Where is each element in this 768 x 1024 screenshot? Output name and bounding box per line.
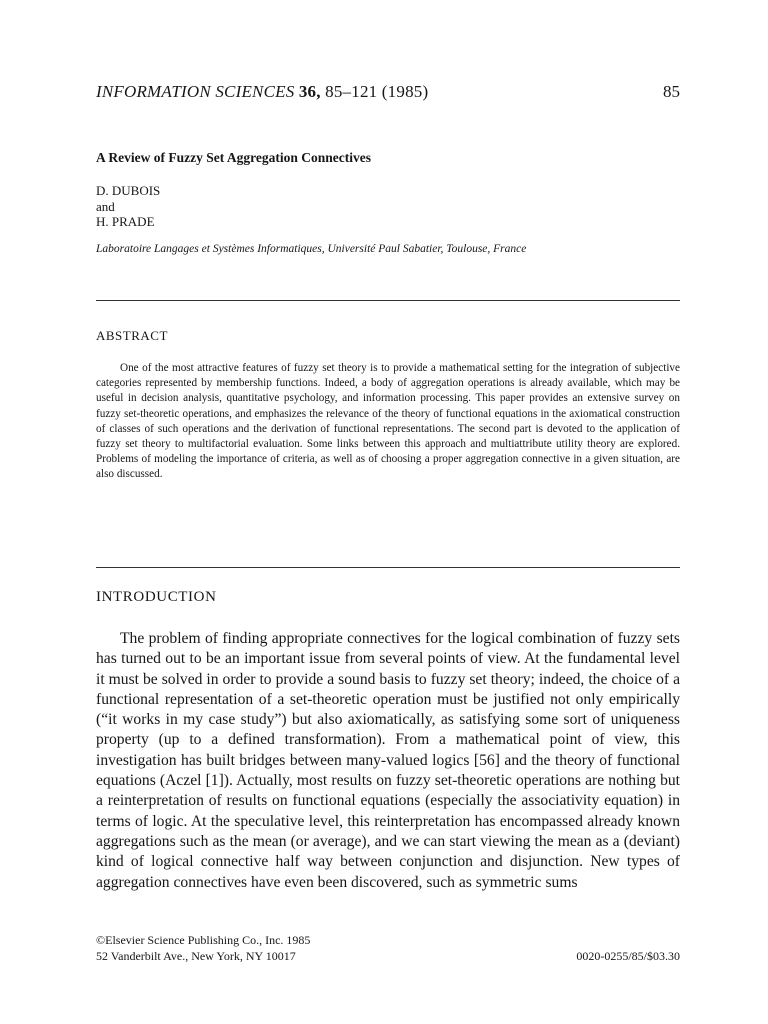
bottom-divider — [96, 567, 680, 568]
journal-pages: 85–121 (1985) — [325, 82, 429, 101]
running-head — [96, 82, 680, 104]
introduction-text: The problem of finding appropriate connectives for the logical combination of fuzzy sets has turned out to be an important issue from several points of view. At the fundamental level it must be solved in order to provide a sound basis to fuzzy set theory; indeed, the choice of a functional representation of a set-theoretic operation must be justified not only empirically (“it works in my case study”) but also axiomatically, as satisfying some sort of uniqueness property (up to a defined transformation). From a mathematical point of view, this investigation has built bridges between many-valued logics [56] and the theory of functional equations (Aczel [1]). Actually, most results on fuzzy set-theoretic operations are nothing but a reinterpretation of results on functional equations (especially the associativity equation) in terms of logic. At the speculative level, this reinterpretation has encompassed already known aggregations such as the mean (or average), and we can start viewing the mean as a (deviant) kind of logical connective half way between conjunction and disjunction. New types of aggregation connectives have even been discovered, such as symmetric sums — [96, 630, 680, 891]
publisher-copyright: ©Elsevier Science Publishing Co., Inc. 1985 — [96, 933, 311, 947]
journal-volume: 36, — [298, 82, 321, 101]
issn-code: 0020-0255/85/$03.30 — [576, 949, 680, 963]
author-conjunction: and — [96, 198, 115, 214]
journal-name: INFORMATION SCIENCES — [96, 82, 295, 101]
author-affiliation: Laboratoire Langages et Systèmes Informatiques, Université Paul Sabatier, Toulouse, France — [96, 243, 527, 255]
introduction-heading: INTRODUCTION — [96, 589, 217, 605]
abstract-heading: ABSTRACT — [96, 328, 168, 343]
publisher-footer — [96, 932, 310, 964]
author-name: D. DUBOIS — [96, 183, 161, 198]
abstract-text: One of the most attractive features of fuzzy set theory is to provide a mathematical setting for the integration of subjective categories represented by membership functions. Indeed, a body of aggregation operations is already available, which may be useful in decision analysis, quantitative psychology, and information processing. This paper provides an extensive survey on fuzzy set-theoretic operations, and emphasizes the relevance of the theory of functional equations in the axiomatical construction of classes of such operations and the derivation of functional representations. The second part is devoted to the application of fuzzy set theory to multifactorial evaluation. Some links between this approach and multiattribute utility theory are explored. Problems of modeling the importance of criteria, as well as of choosing a proper aggregation connective in a given situation, are also discussed. — [96, 362, 680, 481]
author-block — [96, 183, 160, 230]
journal-citation — [96, 82, 428, 102]
page-number: 85 — [663, 82, 680, 101]
article-title: A Review of Fuzzy Set Aggregation Connectives — [96, 150, 371, 165]
publisher-address: 52 Vanderbilt Ave., New York, NY 10017 — [96, 949, 296, 963]
author-name: H. PRADE — [96, 214, 155, 229]
top-divider — [96, 300, 680, 301]
